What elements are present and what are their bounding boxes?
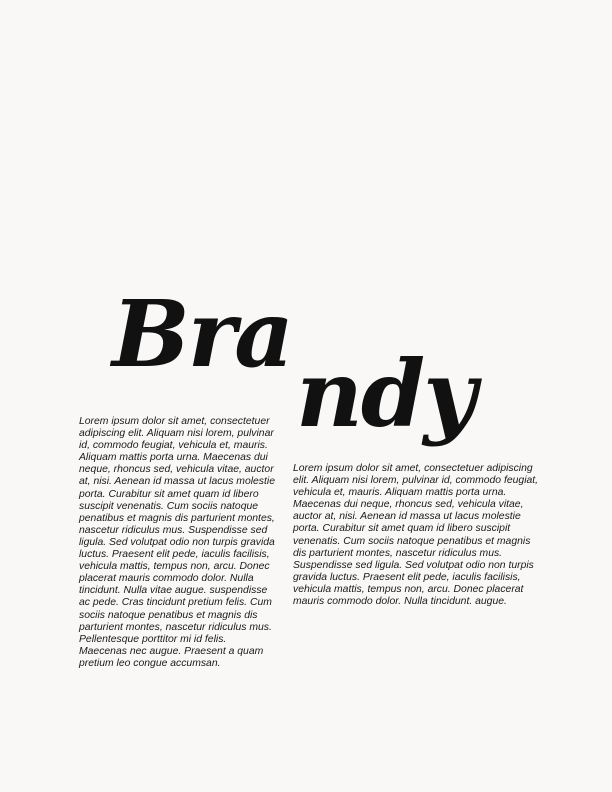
text-line: elit. Aliquam nisi lorem, pulvinar id, commodo feugiat, — [293, 475, 539, 487]
text-line: Maecenas nec augue. Praesent a quam — [79, 645, 264, 657]
text-line: venenatis. Cum sociis natoque penatibus et magnis — [293, 535, 531, 547]
text-line: porta. Curabitur sit amet quam id libero suscipit — [293, 523, 511, 535]
left-text-column — [79, 416, 289, 670]
text-line: luctus. Praesent elit pede, iaculis facilisis, — [79, 549, 270, 561]
text-line: neque, rhoncus sed, vehicula vitae, auctor — [79, 464, 274, 476]
text-line: vehicula mattis, tempus non, arcu. Donec — [79, 561, 270, 573]
text-line: ac pede. Cras tincidunt pretium felis. Cum — [79, 597, 272, 609]
text-line: mauris commodo dolor. Nulla tincidunt. augue. — [293, 596, 507, 608]
text-line: Maecenas dui neque, rhoncus sed, vehicula vitae, — [293, 499, 524, 511]
text-line: Aliquam mattis porta urna. Maecenas dui — [79, 452, 268, 464]
text-line: id, commodo feugiat, vehicula et, mauris. — [79, 440, 268, 452]
text-line: nascetur ridiculus mus. Suspendisse sed — [79, 524, 268, 536]
text-line: penatibus et magnis dis parturient montes, — [79, 512, 275, 524]
text-line: ligula. Sed volutpat odio non turpis gravida — [79, 536, 275, 548]
title-word-part-ndy: ndy — [296, 340, 475, 448]
text-line: adipiscing elit. Aliquam nisi lorem, pulvinar — [79, 428, 274, 440]
text-line: porta. Curabitur sit amet quam id libero — [79, 488, 259, 500]
text-line: at, nisi. Aenean id massa ut lacus molestie — [79, 476, 275, 488]
text-line: Lorem ipsum dolor sit amet, consectetuer — [79, 416, 270, 427]
text-line: Lorem ipsum dolor sit amet, consectetuer adipiscing — [293, 463, 533, 474]
title-word-part-bra: Bra — [112, 280, 292, 388]
text-line: Pellentesque porttitor mi id felis. — [79, 633, 227, 645]
text-line: auctor at, nisi. Aenean id massa ut lacus molestie — [293, 511, 521, 523]
text-line: vehicula et, mauris. Aliquam mattis porta urna. — [293, 487, 507, 499]
text-line: Suspendisse sed ligula. Sed volutpat odio non turpis — [293, 559, 534, 571]
text-line: sociis natoque penatibus et magnis dis — [79, 609, 258, 621]
text-line: tincidunt. Nulla vitae augue. suspendisse — [79, 585, 268, 597]
text-line: parturient montes, nascetur ridiculus mus. — [79, 621, 272, 633]
text-line: gravida luctus. Praesent elit pede, iaculis facilisis, — [293, 571, 521, 583]
text-line: pretium leo congue accumsan. — [79, 657, 221, 669]
text-line: dis parturient montes, nascetur ridiculus mus. — [293, 547, 503, 559]
text-line: placerat mauris commodo dolor. Nulla — [79, 573, 254, 585]
text-line: suscipit venenatis. Cum sociis natoque — [79, 500, 259, 512]
text-line: vehicula mattis, tempus non, arcu. Donec placerat — [293, 583, 524, 595]
right-text-column — [293, 463, 555, 608]
